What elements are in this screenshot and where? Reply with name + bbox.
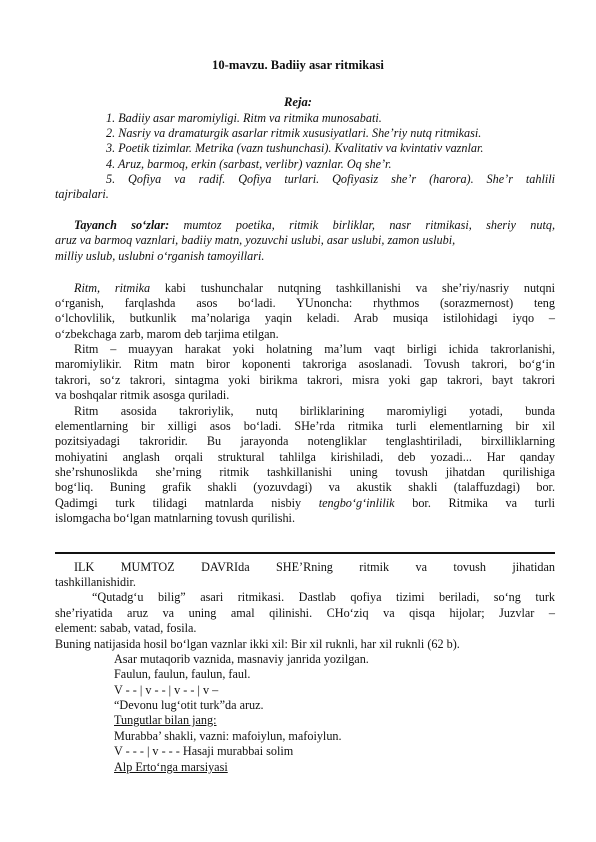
section-item-2: Faulun, faulun, faulun, faul.	[114, 667, 251, 681]
section-item-3: V - - | v - - | v - - | v –	[114, 683, 219, 697]
para2-line-1: Ritm – muayyan harakat yoki holatning ma’lum vaqt birligi ichida takrorlanishi,	[74, 342, 555, 356]
section-intro-line-1: “Qutadg‘u bilig” asari ritmikasi. Dastlab qofiya tizimi beriladi, so‘ng turk	[92, 590, 555, 604]
plan-item-1: 1. Badiiy asar maromiyligi. Ritm va ritmika munosabati.	[106, 111, 382, 125]
scheme-line-2: V - - - | v - - - Hasaji murabbai solim	[114, 744, 294, 758]
para1-line-2: o‘rganish, farqlashda asos bo‘ladi. YUnoncha: rhythmos (sorazmernost) teng	[55, 296, 555, 310]
para1-lead: Ritm, ritmika	[74, 281, 151, 295]
para3-line-7: Qadimgi turk tilidagi matnlarda nisbiy tengbo‘g‘inlilik bor. Ritmika va turli	[55, 496, 555, 510]
section-divider	[55, 552, 555, 554]
section-intro-line-3: element: sabab, vatad, fosila.	[55, 621, 197, 635]
para1-line-4: o‘zbekchaga zarb, marom deb tarjima etilgan.	[55, 327, 279, 341]
para2-line-3: takrori, so‘z takrori, sintagma yoki birikma takrori, misra yoki gap takrori, bayt takrori	[55, 373, 555, 387]
tengboginlilik-term: tengbo‘g‘inlilik	[318, 496, 395, 510]
keywords-label: Tayanch so‘zlar:	[74, 218, 170, 232]
para3-line-1: Ritm asosida takroriylik, nutq birliklarining maromiyligi yotadi, bunda	[74, 404, 555, 418]
para3-line-2: elementlarning bir xilligi asos bo‘ladi. SHe’rda ritmika turli elementlarning bir xil	[55, 419, 555, 433]
section-heading-line-2: tashkillanishidir.	[55, 575, 136, 589]
section-intro-line-2: she’riyatida aruz va uning amal qilinishi. CHo‘ziq va qisqa hijolar; Juzvlar –	[55, 606, 555, 620]
tungutlar-heading: Tungutlar bilan jang:	[114, 713, 217, 727]
para3-line-8: islomgacha bo‘lgan matnlarning tovush qurilishi.	[55, 511, 295, 525]
plan-item-5-cont: tajribalari.	[55, 187, 109, 201]
para1-line-3: o‘lchovlilik, butkunlik ma’nolariga yaqin keladi. Arab musiqa istilohidagi iyqo –	[55, 311, 555, 325]
plan-item-3: 3. Poetik tizimlar. Metrika (vazn tushunchasi). Kvalitativ va kvintativ vaznlar.	[106, 141, 484, 155]
para3-line-6: bog‘liq. Buning grafik shakli (yozuvdagi) va akustik shakli (talaffuzdagi) bor.	[55, 480, 555, 494]
section-heading-line-1: ILK MUMTOZ DAVRIda SHE’Rning ritmik va tovush jihatidan	[74, 560, 555, 574]
para3-line-5: she’rshunoslikda she’rning ritmik tashkillanishi uning tovush jihatdan qurilishiga	[55, 465, 555, 479]
keywords-line-3: milliy uslub, uslubni o‘rganish tamoyillari.	[55, 249, 265, 263]
plan-item-2: 2. Nasriy va dramaturgik asarlar ritmik xususiyatlari. She’riy nutq ritmikasi.	[106, 126, 482, 140]
murabba-line: Murabba’ shakli, vazni: mafoiylun, mafoiylun.	[114, 729, 342, 743]
plan-heading: Reja:	[284, 95, 312, 109]
section-item-4: “Devonu lug‘otit turk”da aruz.	[114, 698, 264, 712]
para3-line-4: mohiyatini anglash orqali struktural tahlilga kirishiladi, deb yozadi... Har qanday	[55, 450, 555, 464]
section-result: Buning natijasida hosil bo‘lgan vaznlar ikki xil: Bir xil ruknli, har xil ruknli (62 b).	[55, 637, 460, 651]
alp-ertonga-heading: Alp Erto‘nga marsiyasi	[114, 760, 228, 774]
plan-item-5: 5. Qofiya va radif. Qofiya turlari. Qofiyasiz she’r (harora). She’r tahlili	[106, 172, 555, 186]
keywords-line-2: aruz va barmoq vaznlari, badiiy matn, yozuvchi uslubi, asar uslubi, zamon uslubi,	[55, 233, 456, 247]
plan-item-4: 4. Aruz, barmoq, erkin (sarbast, verlibr) vaznlar. Oq she’r.	[106, 157, 392, 171]
para1-line-1: Ritm, ritmika kabi tushunchalar nutqning tashkillanishi va she’riy/nasriy nutqni	[74, 281, 556, 295]
para2-line-4: va boshqalar ritmik asosga quriladi.	[55, 388, 230, 402]
page-title: 10-mavzu. Badiiy asar ritmikasi	[212, 58, 384, 72]
keywords-line-1: Tayanch so‘zlar: mumtoz poetika, ritmik birliklar, nasr ritmikasi, sheriy nutq,	[74, 218, 555, 232]
para2-line-2: maromiylikir. Ritm matn biror koponenti takroriga asoslanadi. Tovush takrori, bo‘g‘in	[55, 357, 555, 371]
para3-line-3: pozitsiyadagi takroridir. Bu jarayonda notengliklar tenglashtiriladi, birxilliklarning	[55, 434, 555, 448]
section-item-1: Asar mutaqorib vaznida, masnaviy janrida yozilgan.	[114, 652, 369, 666]
